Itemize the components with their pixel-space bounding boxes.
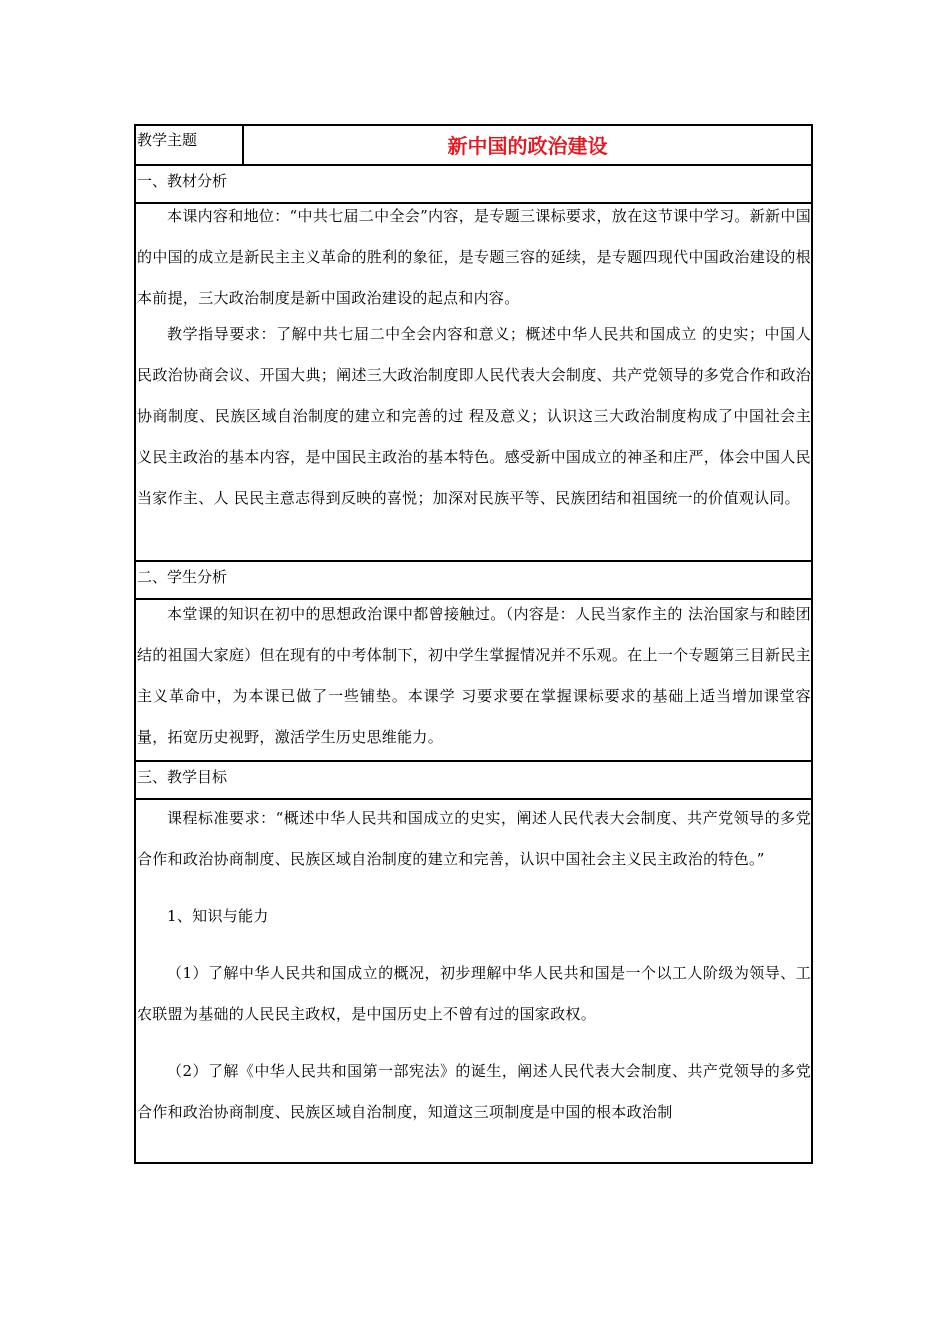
objective-item-2: （2）了解《中华人民共和国第一部宪法》的诞生，阐述人民代表大会制度、共产党领导的多党合作和政治协商制度、民族区域自治制度，知道这三项制度是中国的根本政治制 <box>137 1062 811 1121</box>
lesson-title: 新中国的政治建设 <box>447 134 608 158</box>
teaching-guidance-paragraph: 教学指导要求：了解中共七届二中全会内容和意义；概述中华人民共和国成立 的史实；中国人民政治协商会议、开国大典；阐述三大政治制度即人民代表大会制度、共产党领导的多党合作和政治协商制度、民族区域自治制度的建立和完善的过 程及意义；认识这三大政治制度构成了中国社会主义民主政治的基本内容，是中国民主政治的基本特色。感受新中国成立的神圣和庄严，体会中国人民当家作主、人 民民主意志得到反映的喜悦；加深对民族平等、民族团结和祖国统一的价值观认同。 <box>137 325 811 507</box>
student-analysis-paragraph: 本堂课的知识在初中的思想政治课中都曾接触过。（内容是：人民当家作主的 法治国家与和睦团结的祖国大家庭）但在现有的中考体制下，初中学生掌握情况并不乐观。在上一个专题第三目新民主主义革命中，为本课已做了一些铺垫。本课学 习要求要在掌握课标要求的基础上适当增加课堂容量，拓宽历史视野，激活学生历史思维能力。 <box>137 605 811 746</box>
curriculum-standard-paragraph: 课程标准要求：“概述中华人民共和国成立的史实，阐述人民代表大会制度、共产党领导的多党合作和政治协商制度、民族区域自治制度的建立和完善，认识中国社会主义民主政治的特色。” <box>137 809 811 868</box>
teaching-objectives-body <box>136 798 811 1162</box>
objective-item-1: （1）了解中华人民共和国成立的概况，初步理解中华人民共和国是一个以工人阶级为领导、工农联盟为基础的人民民主政权，是中国历史上不曾有过的国家政权。 <box>137 964 811 1023</box>
section-heading-student-analysis: 二、学生分析 <box>136 562 811 600</box>
knowledge-ability-subheading: 1、知识与能力 <box>167 907 269 925</box>
title-row <box>136 126 811 166</box>
spacer <box>137 937 811 953</box>
textbook-analysis-body <box>136 196 811 562</box>
section-heading-teaching-objectives: 三、教学目标 <box>136 762 811 800</box>
topic-label: 教学主题 <box>136 126 244 164</box>
section-heading-textbook-analysis: 一、教材分析 <box>136 166 811 204</box>
lesson-plan-table <box>134 124 813 1164</box>
content-position-paragraph: 本课内容和地位：“中共七届二中全会”内容，是专题三课标要求，放在这节课中学习。新新中国的中国的成立是新民主主义革命的胜利的象征，是专题三容的延续，是专题四现代中国政治建设的根本前提，三大政治制度是新中国政治建设的起点和内容。 <box>137 207 811 307</box>
spacer <box>137 880 811 896</box>
spacer <box>137 1035 811 1051</box>
student-analysis-body <box>136 594 811 762</box>
